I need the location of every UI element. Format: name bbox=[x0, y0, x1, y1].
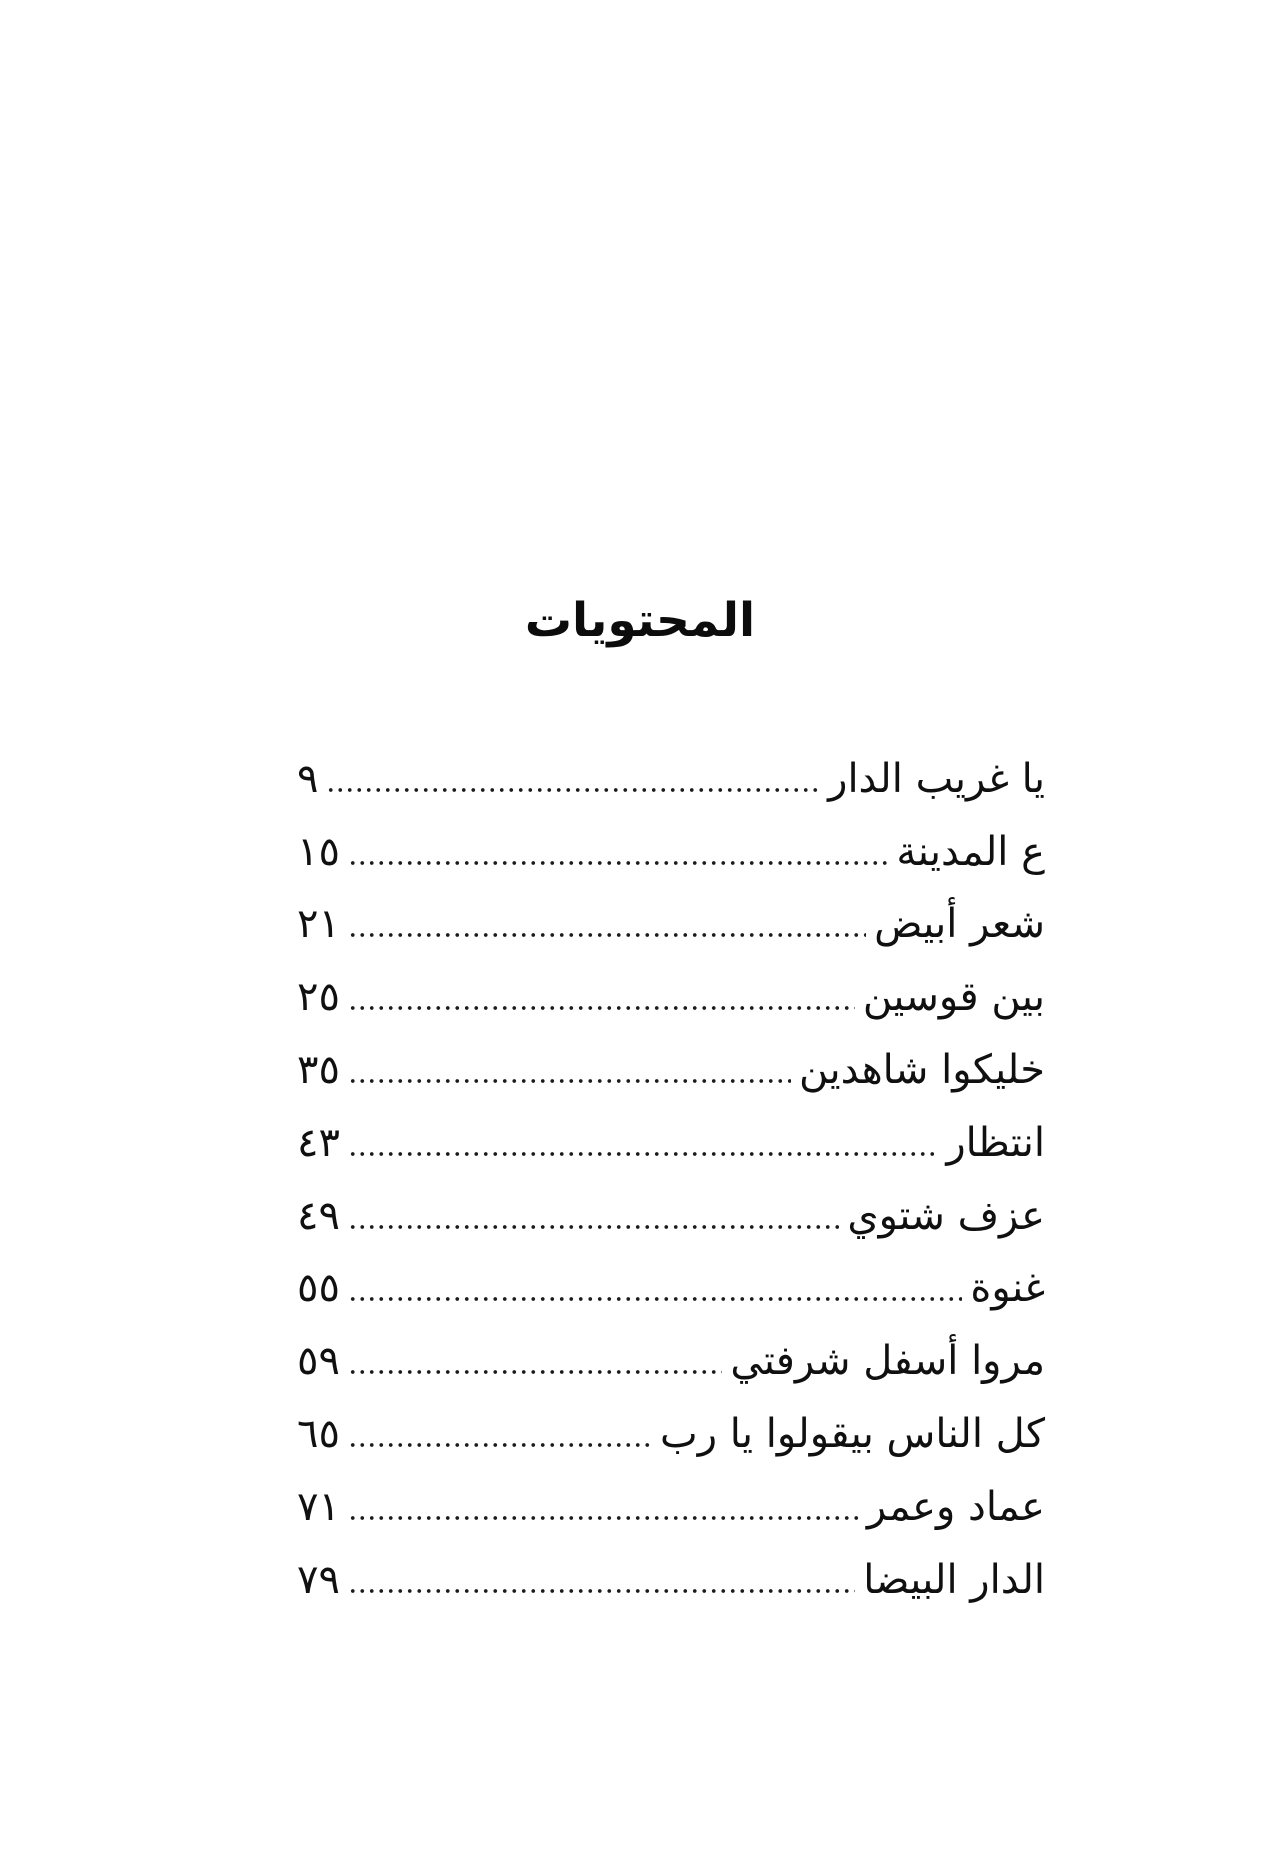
dotted-leader bbox=[348, 1006, 855, 1010]
toc-entry-title: شعر أبيض bbox=[874, 901, 1045, 948]
dotted-leader bbox=[348, 933, 866, 937]
toc-entry-title: انتظار bbox=[946, 1119, 1045, 1166]
toc-entry-title: عزف شتوي bbox=[847, 1192, 1045, 1239]
toc-entry bbox=[297, 944, 1045, 1021]
toc-entry-page-number: ٩ bbox=[297, 755, 319, 802]
toc-entry-page-number: ٧١ bbox=[297, 1483, 340, 1530]
toc-entry-title: ع المدينة bbox=[896, 828, 1045, 875]
toc-entry-title: عماد وعمر bbox=[866, 1483, 1045, 1530]
dotted-leader bbox=[348, 1516, 859, 1520]
toc-entry-title: بين قوسين bbox=[862, 974, 1045, 1021]
toc-entry bbox=[297, 1017, 1045, 1093]
toc-entry-page-number: ٤٣ bbox=[297, 1119, 340, 1166]
toc-entry-page-number: ٧٩ bbox=[297, 1556, 340, 1603]
toc-entry bbox=[297, 1527, 1045, 1603]
dotted-leader bbox=[348, 1443, 652, 1447]
dotted-leader bbox=[348, 1589, 855, 1593]
toc-entry-page-number: ٥٥ bbox=[297, 1265, 340, 1312]
toc-entry-title: كل الناس بيقولوا يا رب bbox=[660, 1410, 1045, 1457]
toc-entry bbox=[297, 1381, 1045, 1457]
toc-entry-title: الدار البيضا bbox=[863, 1556, 1045, 1603]
toc-entry-title: خليكوا شاهدين bbox=[799, 1046, 1045, 1093]
toc-entry-page-number: ٣٥ bbox=[297, 1046, 340, 1093]
toc-entry bbox=[297, 1163, 1045, 1239]
toc-entry bbox=[297, 1454, 1045, 1530]
dotted-leader bbox=[348, 1152, 938, 1156]
dotted-leader bbox=[348, 1079, 791, 1083]
toc-entry-page-number: ٤٩ bbox=[297, 1192, 340, 1239]
page-title: المحتويات bbox=[524, 593, 756, 648]
toc-entry bbox=[297, 726, 1045, 802]
dotted-leader bbox=[348, 1370, 722, 1374]
toc-entry bbox=[297, 872, 1045, 948]
toc-entry-page-number: ٥٩ bbox=[297, 1338, 340, 1385]
dotted-leader bbox=[326, 788, 820, 792]
dotted-leader bbox=[348, 1225, 839, 1229]
toc-entry-page-number: ٢١ bbox=[297, 901, 340, 948]
toc-entry-page-number: ١٥ bbox=[297, 828, 340, 875]
toc-entry bbox=[297, 799, 1045, 875]
toc-entry-page-number: ٦٥ bbox=[297, 1410, 340, 1457]
toc-entry-title: مروا أسفل شرفتي bbox=[730, 1338, 1045, 1385]
dotted-leader bbox=[348, 1297, 962, 1301]
toc-entry bbox=[297, 1090, 1045, 1166]
toc-entry bbox=[297, 1308, 1045, 1385]
dotted-leader bbox=[348, 861, 888, 865]
toc-list bbox=[297, 726, 1045, 1603]
toc-entry-page-number: ٢٥ bbox=[297, 974, 340, 1021]
toc-entry bbox=[297, 1236, 1045, 1312]
toc-entry-title: غنوة bbox=[970, 1265, 1045, 1312]
toc-entry-title: يا غريب الدار bbox=[828, 755, 1045, 802]
